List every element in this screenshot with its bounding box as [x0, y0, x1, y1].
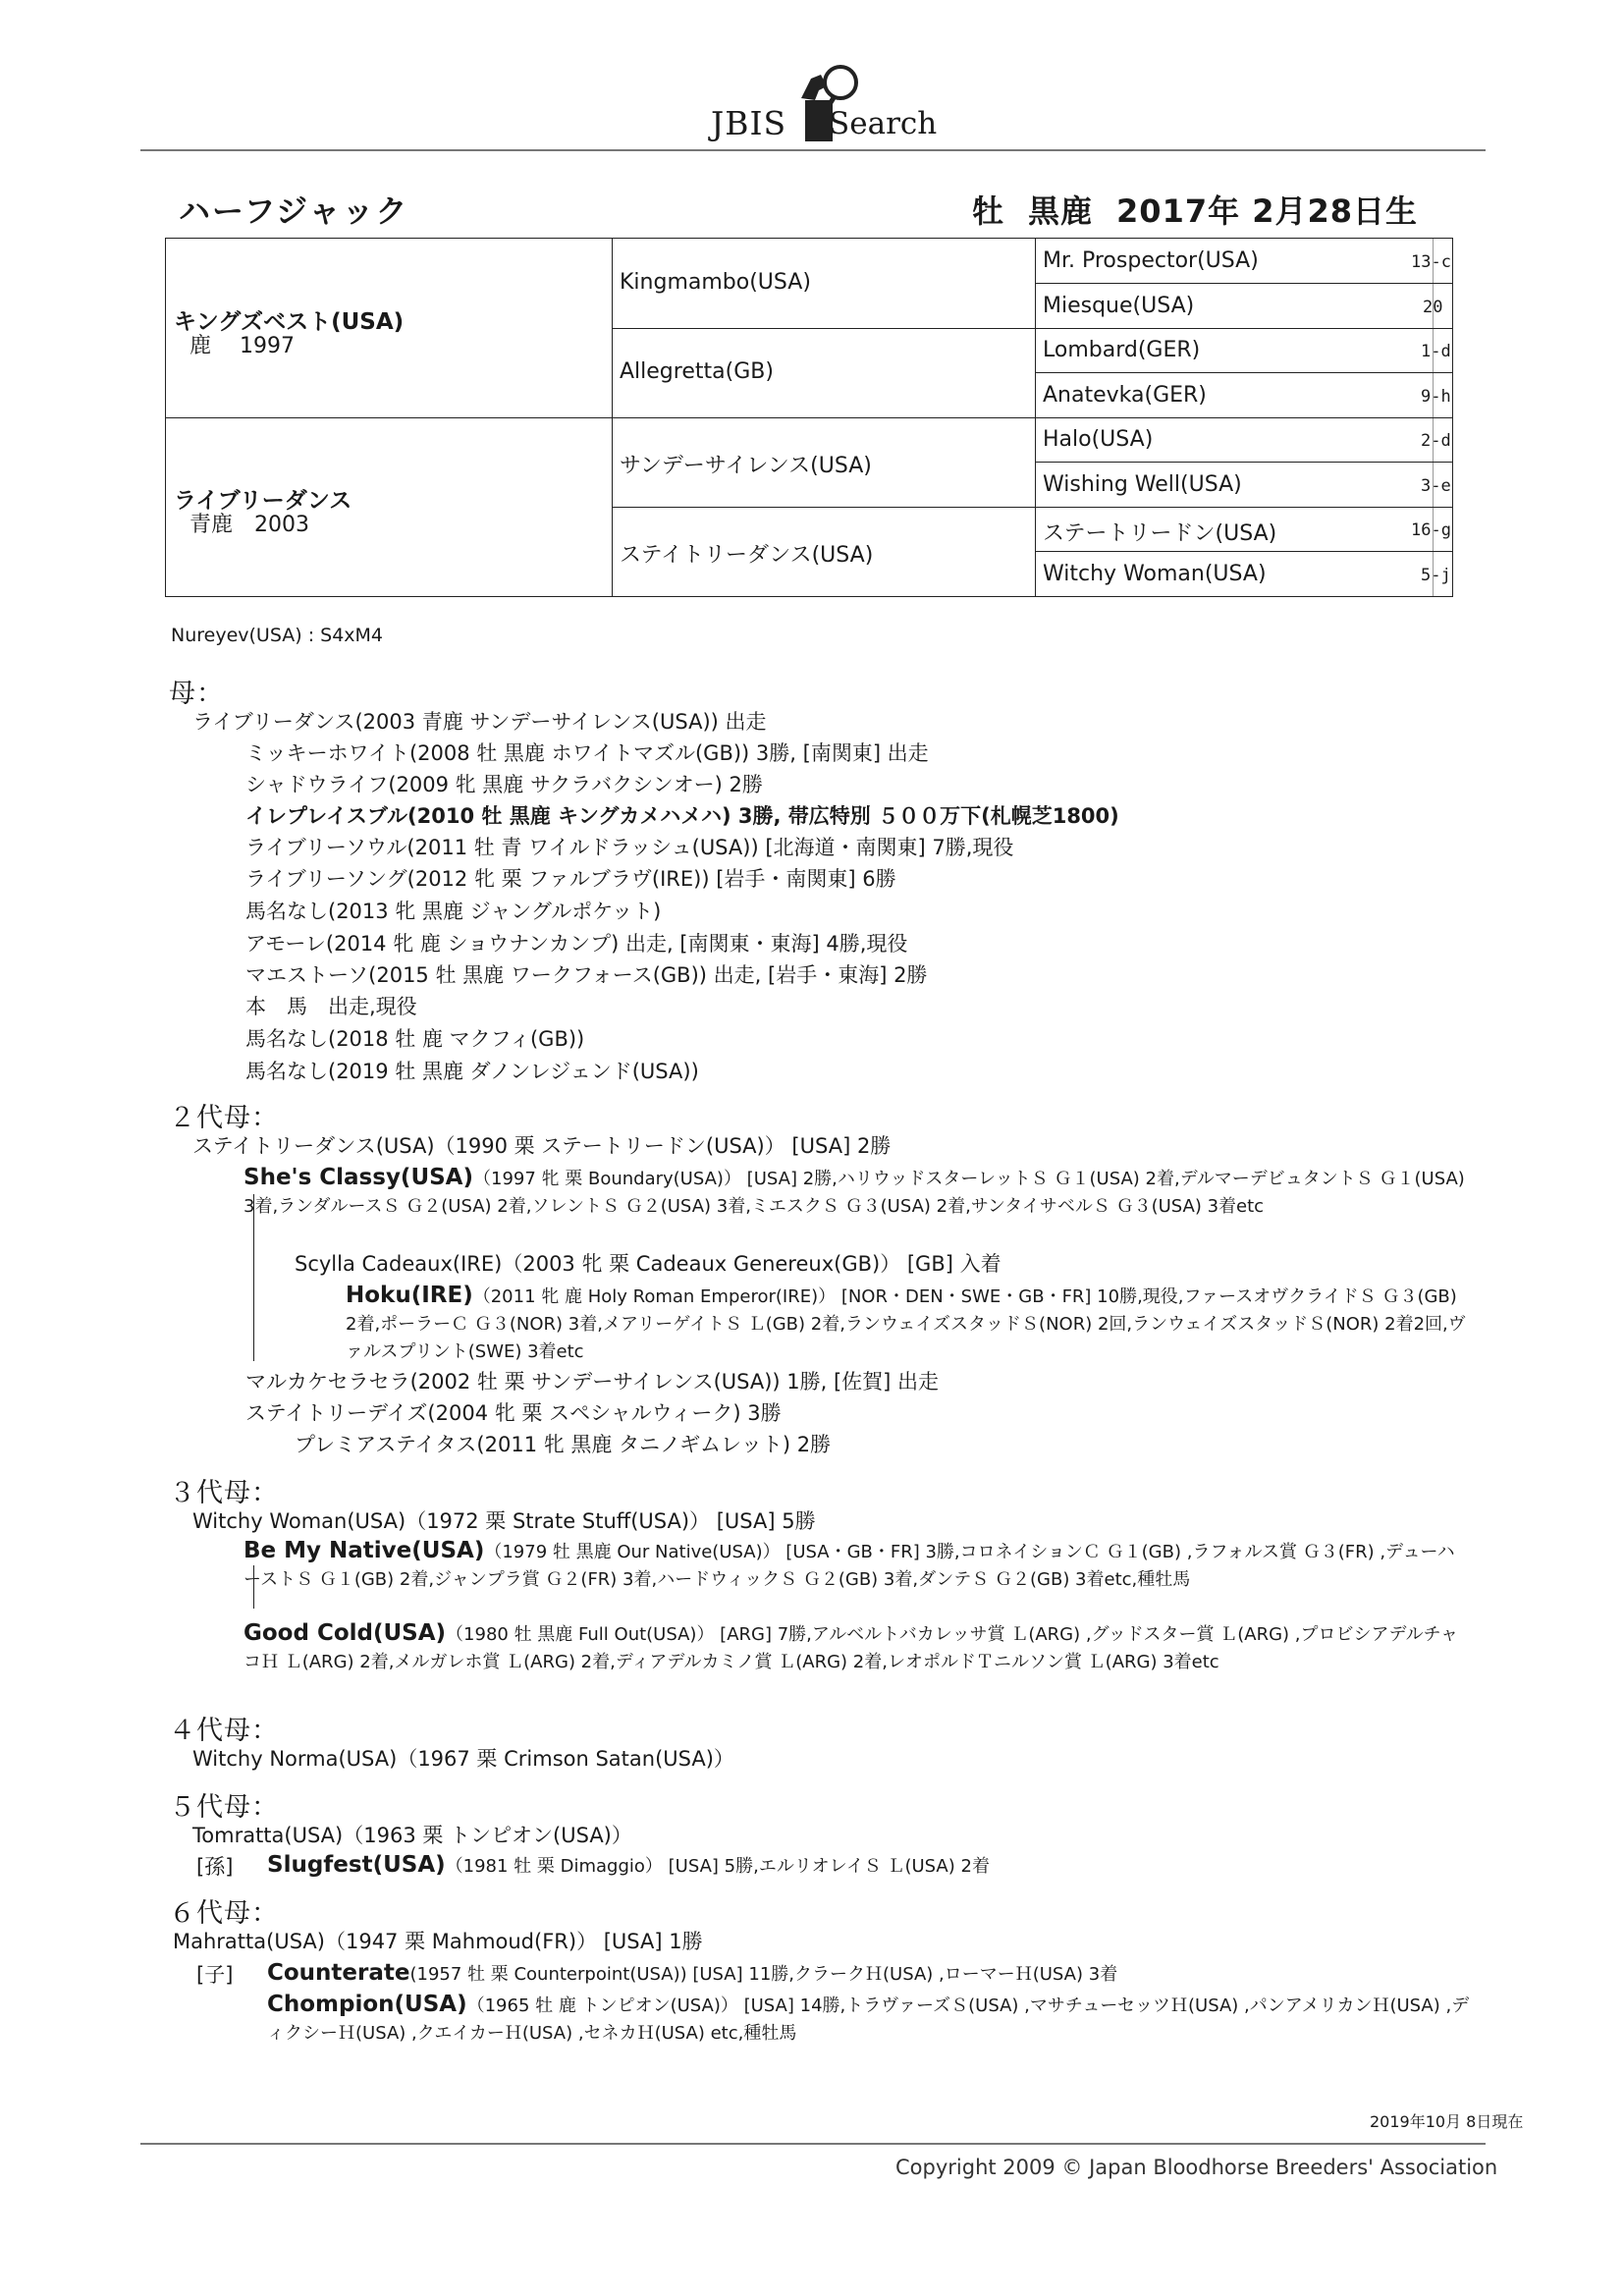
3rd-dam-child-a: [244, 1538, 1471, 1593]
3rd-dam-child-b: [244, 1620, 1471, 1675]
dam-child-11: 馬名なし(2019 牡 黒鹿 ダノンレジェンド(USA)): [245, 1060, 699, 1083]
g2-sire-sire: Kingmambo(USA): [620, 270, 811, 295]
6th-dam-tag: [子]: [196, 1963, 234, 1987]
2nd-dam-great-grandchild: [346, 1283, 1471, 1365]
horse-color: 黒鹿: [1028, 192, 1094, 230]
g3-3-code: 1-d: [1421, 342, 1451, 361]
6th-dam-child-a-text: (1957 牡 栗 Counterpoint(USA)) [USA] 11勝,クラークＨ(USA) ,ローマーＨ(USA) 3着: [409, 1964, 1118, 1985]
footer-divider: [140, 2143, 1486, 2145]
3rd-dam-child-b-text: （1980 牡 黒鹿 Full Out(USA)） [ARG] 7勝,アルベルトバカレッサ賞 Ｌ(ARG) ,グッドスター賞 Ｌ(ARG) ,プロビシアデルチャコＨ Ｌ(ARG) 2着,メルガレホ賞 Ｌ(ARG) 2着,ディアデルカミノ賞 Ｌ(ARG) 2着,レオポルドＴニルソン賞 Ｌ(ARG) 3着etc: [244, 1624, 1459, 1672]
5th-dam-line: Tomratta(USA)（1963 栗 トンピオン(USA)）: [192, 1824, 632, 1847]
dam-child-7: アモーレ(2014 牝 鹿 ショウナンカンプ) 出走, [南関東・東海] 4勝,現役: [245, 932, 908, 956]
horse-birth: 2017年 2月28日生: [1116, 192, 1419, 230]
section-2nd-dam: ２代母：: [169, 1103, 279, 1133]
2nd-dam-child-a-text: （1997 牝 栗 Boundary(USA)） [USA] 2勝,ハリウッドスターレットＳ Ｇ１(USA) 2着,デルマーデビュタントＳ Ｇ１(USA) 3着,ランダルースＳ Ｇ２(USA) 2着,ソレントＳ Ｇ２(USA) 3着,ミエスクＳ Ｇ３(USA) 2着,サンタイサベルＳ Ｇ３(USA) 3着etc: [244, 1169, 1465, 1217]
sire-detail: 鹿 1997: [189, 334, 295, 358]
g3-8: Witchy Woman(USA): [1043, 562, 1267, 586]
dam-child-4: ライブリーソウル(2011 牡 青 ワイルドラッシュ(USA)) [北海道・南関東] 7勝,現役: [245, 836, 1014, 859]
g3-2: Miesque(USA): [1043, 294, 1195, 318]
dam-child-1: ミッキーホワイト(2008 牡 黒鹿 ホワイトマズル(GB)) 3勝, [南関東] 出走: [245, 741, 929, 765]
horse-name: ハーフジャック: [179, 192, 409, 230]
section-4th-dam: ４代母：: [169, 1716, 279, 1746]
6th-dam-child-a: [267, 1960, 1117, 1988]
6th-dam-child-b-name: Chompion(USA): [267, 1992, 467, 2017]
3rd-dam-child-b-name: Good Cold(USA): [244, 1620, 447, 1646]
section-dam: 母：: [169, 679, 224, 709]
pedigree-table: [165, 238, 1453, 597]
logo-search: Search: [829, 106, 938, 141]
2nd-dam-great-grandchild-name: Hoku(IRE): [346, 1283, 473, 1308]
g3-2-code: 20: [1423, 298, 1443, 317]
3rd-dam-child-a-text: （1979 牡 黒鹿 Our Native(USA)） [USA・GB・FR] 3勝,コロネイションＣ Ｇ１(GB) ,ラフォルス賞 Ｇ３(FR) ,デューハーストＳ Ｇ１(GB) 2着,ジャンプラ賞 Ｇ２(FR) 3着,ハードウィックＳ Ｇ２(GB) 3着,ダンテＳ Ｇ２(GB) 3着etc,種牡馬: [244, 1542, 1455, 1590]
header-divider: [140, 149, 1486, 151]
jbis-search-logo: [707, 59, 962, 147]
dam-child-2: シャドウライフ(2009 牝 黒鹿 サクラバクシンオー) 2勝: [245, 773, 763, 796]
g3-6: Wishing Well(USA): [1043, 472, 1242, 497]
branch-line-2: [253, 1565, 254, 1609]
dam-child-5: ライブリーソング(2012 牝 栗 ファルブラヴ(IRE)) [岩手・南関東] 6勝: [245, 867, 896, 891]
6th-dam-child-a-name: Counterate: [267, 1960, 410, 1986]
dam-child-8: マエストーソ(2015 牡 黒鹿 ワークフォース(GB)) 出走, [岩手・東海] 2勝: [245, 963, 928, 987]
2nd-dam-great-grandchild-text: （2011 牝 鹿 Holy Roman Emperor(IRE)） [NOR・DEN・SWE・GB・FR] 10勝,現役,ファースオヴクライドＳ Ｇ３(GB) 2着,ポーラーＣ Ｇ３(NOR) 3着,メアリーゲイトＳ Ｌ(GB) 2着,ランウェイズスタッドＳ(NOR) 2回,ランウェイズスタッドＳ(NOR) 2着2回,ヴァルスプリント(SWE) 3着etc: [346, 1286, 1466, 1362]
copyright: Copyright 2009 © Japan Bloodhorse Breeders' Association: [895, 2156, 1498, 2179]
as-of-date: 2019年10月 8日現在: [1370, 2112, 1524, 2131]
5th-dam-child-a-name: Slugfest(USA): [267, 1852, 446, 1878]
6th-dam-line: Mahratta(USA)（1947 栗 Mahmoud(FR)） [USA] 1勝: [173, 1930, 703, 1953]
5th-dam-child-a-text: （1981 牡 栗 Dimaggio） [USA] 5勝,エルリオレイＳ Ｌ(USA) 2着: [445, 1856, 990, 1877]
g3-7: ステートリードン(USA): [1043, 521, 1277, 546]
dam-child-10: 馬名なし(2018 牡 鹿 マクフィ(GB)): [245, 1027, 585, 1051]
6th-dam-child-b-text: （1965 牡 鹿 トンピオン(USA)） [USA] 14勝,トラヴァーズＳ(USA) ,マサチューセッツＨ(USA) ,パンアメリカンＨ(USA) ,ディクシーＨ(USA) ,クエイカーＨ(USA) ,セネカＨ(USA) etc,種牡馬: [267, 1995, 1470, 2044]
3rd-dam-child-a-name: Be My Native(USA): [244, 1538, 485, 1563]
logo-jbis: JBIS: [711, 104, 787, 142]
dam-line: ライブリーダンス(2003 青鹿 サンデーサイレンス(USA)) 出走: [192, 710, 767, 734]
dam-name: ライブリーダンス: [174, 488, 352, 514]
section-5th-dam: ５代母：: [169, 1792, 279, 1823]
g3-4-code: 9-h: [1421, 387, 1451, 407]
g3-3: Lombard(GER): [1043, 338, 1201, 362]
section-3rd-dam: ３代母：: [169, 1478, 279, 1508]
g3-1-code: 13-c: [1411, 252, 1451, 272]
dam-child-6: 馬名なし(2013 牝 黒鹿 ジャングルポケット): [245, 900, 662, 923]
5th-dam-child-a: [267, 1852, 990, 1880]
2nd-dam-child-c-child: プレミアステイタス(2011 牝 黒鹿 タニノギムレット) 2勝: [295, 1433, 832, 1456]
2nd-dam-line: ステイトリーダンス(USA)（1990 栗 ステートリードン(USA)） [USA] 2勝: [192, 1134, 892, 1158]
2nd-dam-child-a-name: She's Classy(USA): [244, 1165, 473, 1190]
g3-7-code: 16-g: [1411, 520, 1451, 540]
dam-child-9: 本 馬 出走,現役: [245, 995, 417, 1018]
2nd-dam-child-a: [244, 1165, 1471, 1220]
sire-name: キングズベスト(USA): [174, 309, 405, 335]
2nd-dam-child-c: ステイトリーデイズ(2004 牝 栗 スペシャルウィーク) 3勝: [245, 1401, 782, 1425]
horse-sex: 牡: [972, 192, 1005, 230]
g3-4: Anatevka(GER): [1043, 383, 1207, 408]
2nd-dam-grandchild: Scylla Cadeaux(IRE)（2003 牝 栗 Cadeaux Genereux(GB)） [GB] 入着: [295, 1252, 1001, 1276]
inbreeding-note: Nureyev(USA) : S4xM4: [171, 625, 384, 646]
g2-sire-dam: Allegretta(GB): [620, 359, 774, 384]
branch-line: [253, 1194, 254, 1361]
6th-dam-child-b: [267, 1992, 1471, 2047]
dam-detail: 青鹿 2003: [189, 513, 309, 537]
dam-child-3: イレプレイスブル(2010 牡 黒鹿 キングカメハメハ) 3勝, 帯広特別 ５００万下(札幌芝1800): [245, 804, 1119, 828]
section-6th-dam: ６代母：: [169, 1898, 279, 1929]
g2-dam-dam: ステイトリーダンス(USA): [620, 543, 874, 568]
g3-8-code: 5-j: [1421, 566, 1451, 585]
4th-dam-line: Witchy Norma(USA)（1967 栗 Crimson Satan(USA)）: [192, 1747, 734, 1771]
2nd-dam-child-b: マルカケセラセラ(2002 牡 栗 サンデーサイレンス(USA)) 1勝, [佐賀] 出走: [245, 1370, 940, 1394]
g3-5: Halo(USA): [1043, 427, 1154, 452]
g3-5-code: 2-d: [1421, 431, 1451, 451]
5th-dam-tag: [孫]: [196, 1855, 234, 1879]
g3-6-code: 3-e: [1421, 476, 1451, 496]
g3-1: Mr. Prospector(USA): [1043, 248, 1259, 273]
3rd-dam-line: Witchy Woman(USA)（1972 栗 Strate Stuff(USA)） [USA] 5勝: [192, 1509, 816, 1533]
horse-info: [972, 187, 1418, 232]
g2-dam-sire: サンデーサイレンス(USA): [620, 454, 872, 478]
